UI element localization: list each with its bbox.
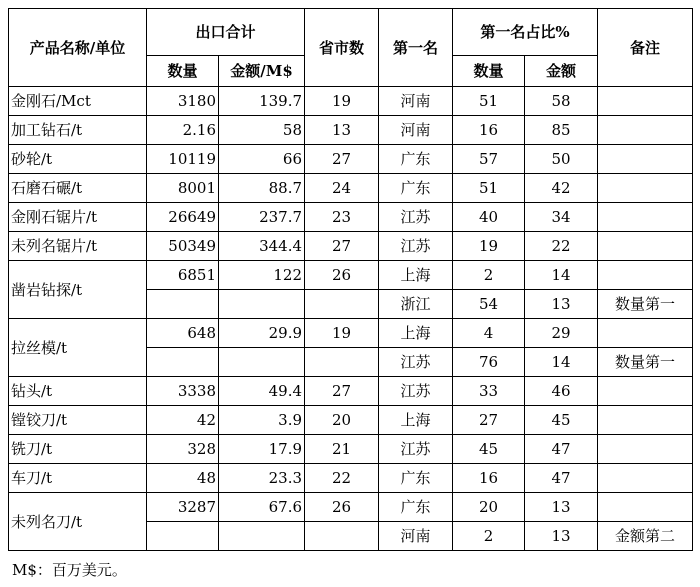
first-province-cell: 上海 (379, 261, 453, 290)
share-qty-cell: 16 (453, 116, 525, 145)
share-amount-cell: 14 (525, 348, 598, 377)
export-amount-cell (219, 348, 305, 377)
footnote: M$：百万美元。 (12, 561, 127, 579)
header-share-amount: 金额 (525, 56, 598, 87)
export-amount-cell: 49.4 (219, 377, 305, 406)
first-province-cell: 河南 (379, 522, 453, 551)
product-name-cell: 砂轮/t (9, 145, 147, 174)
first-province-cell: 广东 (379, 174, 453, 203)
note-cell (598, 174, 693, 203)
share-qty-cell: 51 (453, 174, 525, 203)
share-amount-cell: 47 (525, 464, 598, 493)
header-product: 产品名称/单位 (9, 9, 147, 87)
note-cell (598, 232, 693, 261)
share-amount-cell: 46 (525, 377, 598, 406)
export-amount-cell: 29.9 (219, 319, 305, 348)
header-note: 备注 (598, 9, 693, 87)
table-row (9, 232, 693, 261)
province-count-cell: 27 (305, 145, 379, 174)
share-amount-cell: 50 (525, 145, 598, 174)
note-cell (598, 493, 693, 522)
share-amount-cell: 45 (525, 406, 598, 435)
export-amount-cell: 344.4 (219, 232, 305, 261)
province-count-cell: 19 (305, 87, 379, 116)
product-name-cell: 镗铰刀/t (9, 406, 147, 435)
first-province-cell: 浙江 (379, 290, 453, 319)
share-qty-cell: 2 (453, 261, 525, 290)
note-cell (598, 203, 693, 232)
export-qty-cell: 42 (147, 406, 219, 435)
first-province-cell: 江苏 (379, 232, 453, 261)
province-count-cell: 26 (305, 493, 379, 522)
export-qty-cell: 50349 (147, 232, 219, 261)
export-amount-cell: 23.3 (219, 464, 305, 493)
province-count-cell: 21 (305, 435, 379, 464)
share-amount-cell: 47 (525, 435, 598, 464)
province-count-cell: 19 (305, 319, 379, 348)
table-row (9, 319, 693, 348)
product-name-cell: 未列名锯片/t (9, 232, 147, 261)
first-province-cell: 上海 (379, 406, 453, 435)
export-table (8, 8, 693, 551)
province-count-cell: 27 (305, 232, 379, 261)
province-count-cell: 26 (305, 261, 379, 290)
export-amount-cell: 58 (219, 116, 305, 145)
product-name-cell: 拉丝模/t (9, 319, 147, 377)
header-first: 第一名 (379, 9, 453, 87)
export-qty-cell: 2.16 (147, 116, 219, 145)
export-qty-cell: 6851 (147, 261, 219, 290)
note-cell: 金额第二 (598, 522, 693, 551)
share-qty-cell: 4 (453, 319, 525, 348)
province-count-cell: 27 (305, 377, 379, 406)
share-qty-cell: 2 (453, 522, 525, 551)
export-qty-cell: 328 (147, 435, 219, 464)
province-count-cell: 23 (305, 203, 379, 232)
share-qty-cell: 20 (453, 493, 525, 522)
table-row (9, 145, 693, 174)
product-name-cell: 未列名刀/t (9, 493, 147, 551)
province-count-cell (305, 522, 379, 551)
first-province-cell: 广东 (379, 493, 453, 522)
share-qty-cell: 57 (453, 145, 525, 174)
share-amount-cell: 29 (525, 319, 598, 348)
note-cell: 数量第一 (598, 348, 693, 377)
export-qty-cell: 10119 (147, 145, 219, 174)
share-amount-cell: 13 (525, 522, 598, 551)
table-row (9, 493, 693, 522)
share-qty-cell: 19 (453, 232, 525, 261)
table-row (9, 377, 693, 406)
share-amount-cell: 85 (525, 116, 598, 145)
export-amount-cell (219, 290, 305, 319)
share-qty-cell: 76 (453, 348, 525, 377)
product-name-cell: 加工钻石/t (9, 116, 147, 145)
share-qty-cell: 54 (453, 290, 525, 319)
table-body (9, 87, 693, 551)
product-name-cell: 凿岩钻探/t (9, 261, 147, 319)
header-first-share: 第一名占比% (453, 9, 598, 56)
first-province-cell: 江苏 (379, 377, 453, 406)
share-amount-cell: 13 (525, 290, 598, 319)
export-qty-cell (147, 290, 219, 319)
export-qty-cell: 3338 (147, 377, 219, 406)
note-cell (598, 319, 693, 348)
note-cell (598, 145, 693, 174)
share-amount-cell: 34 (525, 203, 598, 232)
share-qty-cell: 51 (453, 87, 525, 116)
first-province-cell: 江苏 (379, 435, 453, 464)
note-cell (598, 377, 693, 406)
product-name-cell: 石磨石碾/t (9, 174, 147, 203)
table-row (9, 116, 693, 145)
first-province-cell: 江苏 (379, 348, 453, 377)
first-province-cell: 河南 (379, 116, 453, 145)
share-amount-cell: 14 (525, 261, 598, 290)
table-row (9, 435, 693, 464)
note-cell (598, 435, 693, 464)
header-qty: 数量 (147, 56, 219, 87)
header-provinces: 省市数 (305, 9, 379, 87)
export-amount-cell: 17.9 (219, 435, 305, 464)
province-count-cell: 13 (305, 116, 379, 145)
product-name-cell: 车刀/t (9, 464, 147, 493)
table-row (9, 87, 693, 116)
note-cell (598, 406, 693, 435)
province-count-cell: 22 (305, 464, 379, 493)
note-cell (598, 464, 693, 493)
table-header (9, 9, 693, 87)
share-qty-cell: 27 (453, 406, 525, 435)
export-qty-cell (147, 522, 219, 551)
note-cell (598, 261, 693, 290)
export-qty-cell (147, 348, 219, 377)
share-qty-cell: 45 (453, 435, 525, 464)
export-amount-cell: 3.9 (219, 406, 305, 435)
table-row (9, 406, 693, 435)
first-province-cell: 江苏 (379, 203, 453, 232)
share-amount-cell: 13 (525, 493, 598, 522)
share-amount-cell: 58 (525, 87, 598, 116)
note-cell: 数量第一 (598, 290, 693, 319)
export-amount-cell: 139.7 (219, 87, 305, 116)
export-qty-cell: 8001 (147, 174, 219, 203)
export-qty-cell: 648 (147, 319, 219, 348)
header-amount: 金额/M$ (219, 56, 305, 87)
export-qty-cell: 48 (147, 464, 219, 493)
province-count-cell: 20 (305, 406, 379, 435)
first-province-cell: 广东 (379, 145, 453, 174)
export-qty-cell: 3287 (147, 493, 219, 522)
note-cell (598, 116, 693, 145)
export-amount-cell: 66 (219, 145, 305, 174)
first-province-cell: 上海 (379, 319, 453, 348)
header-export-total: 出口合计 (147, 9, 305, 56)
product-name-cell: 金刚石锯片/t (9, 203, 147, 232)
product-name-cell: 铣刀/t (9, 435, 147, 464)
export-amount-cell (219, 522, 305, 551)
share-qty-cell: 33 (453, 377, 525, 406)
province-count-cell (305, 348, 379, 377)
table-row (9, 203, 693, 232)
first-province-cell: 河南 (379, 87, 453, 116)
export-qty-cell: 26649 (147, 203, 219, 232)
export-amount-cell: 88.7 (219, 174, 305, 203)
export-amount-cell: 237.7 (219, 203, 305, 232)
table-row (9, 464, 693, 493)
share-amount-cell: 42 (525, 174, 598, 203)
share-amount-cell: 22 (525, 232, 598, 261)
province-count-cell (305, 290, 379, 319)
product-name-cell: 钻头/t (9, 377, 147, 406)
product-name-cell: 金刚石/Mct (9, 87, 147, 116)
first-province-cell: 广东 (379, 464, 453, 493)
province-count-cell: 24 (305, 174, 379, 203)
export-amount-cell: 122 (219, 261, 305, 290)
note-cell (598, 87, 693, 116)
table-row (9, 174, 693, 203)
share-qty-cell: 16 (453, 464, 525, 493)
table-row (9, 261, 693, 290)
export-qty-cell: 3180 (147, 87, 219, 116)
export-amount-cell: 67.6 (219, 493, 305, 522)
header-share-qty: 数量 (453, 56, 525, 87)
share-qty-cell: 40 (453, 203, 525, 232)
